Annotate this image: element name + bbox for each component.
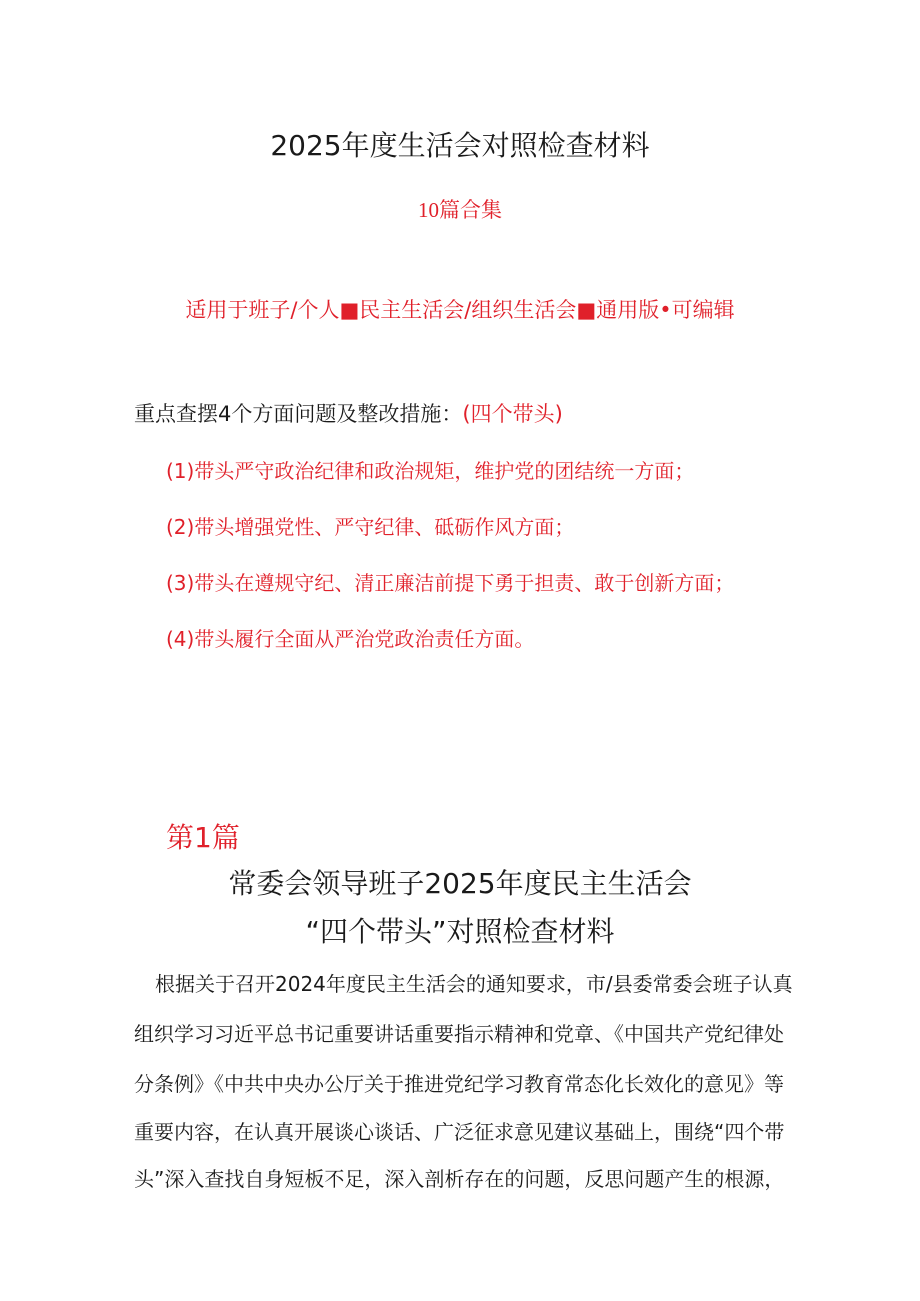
chapter-label: 第1篇 bbox=[166, 821, 240, 854]
focus-item-1: (1)带头严守政治纪律和政治规矩，维护党的团结统一方面； bbox=[166, 459, 695, 483]
body-line-2: 组织学习习近平总书记重要讲话重要指示精神和党章、《中国共产党纪律处 bbox=[134, 1022, 784, 1046]
document-title: 2025年度生活会对照检查材料 bbox=[270, 129, 650, 162]
collection-subtitle: 10篇合集 bbox=[418, 198, 502, 222]
body-line-5: 头”深入查找自身短板不足，深入剖析存在的问题，反思问题产生的根源， bbox=[134, 1167, 785, 1191]
body-line-1: 根据关于召开2024年度民主生活会的通知要求，市/县委常委会班子认真 bbox=[155, 972, 793, 996]
focus-highlight: (四个带头) bbox=[462, 402, 563, 426]
focus-item-2: (2)带头增强党性、严守纪律、砥砺作风方面； bbox=[166, 515, 575, 539]
applicability-line: 适用于班子/个人■民主生活会/组织生活会■通用版•可编辑 bbox=[185, 298, 735, 322]
chapter-title-line-2: “四个带头”对照检查材料 bbox=[305, 915, 615, 948]
body-line-3: 分条例》《中共中央办公厅关于推进党纪学习教育常态化长效化的意见》等 bbox=[134, 1072, 784, 1096]
focus-item-4: (4)带头履行全面从严治党政治责任方面。 bbox=[166, 627, 535, 651]
focus-lead: 重点查摆4个方面问题及整改措施： bbox=[134, 402, 463, 426]
focus-heading bbox=[134, 398, 563, 428]
chapter-title-line-1: 常委会领导班子2025年度民主生活会 bbox=[228, 867, 692, 900]
body-line-4: 重要内容，在认真开展谈心谈话、广泛征求意见建议基础上，围绕“四个带 bbox=[134, 1120, 785, 1144]
focus-item-3: (3)带头在遵规守纪、清正廉洁前提下勇于担责、敢于创新方面； bbox=[166, 571, 735, 595]
